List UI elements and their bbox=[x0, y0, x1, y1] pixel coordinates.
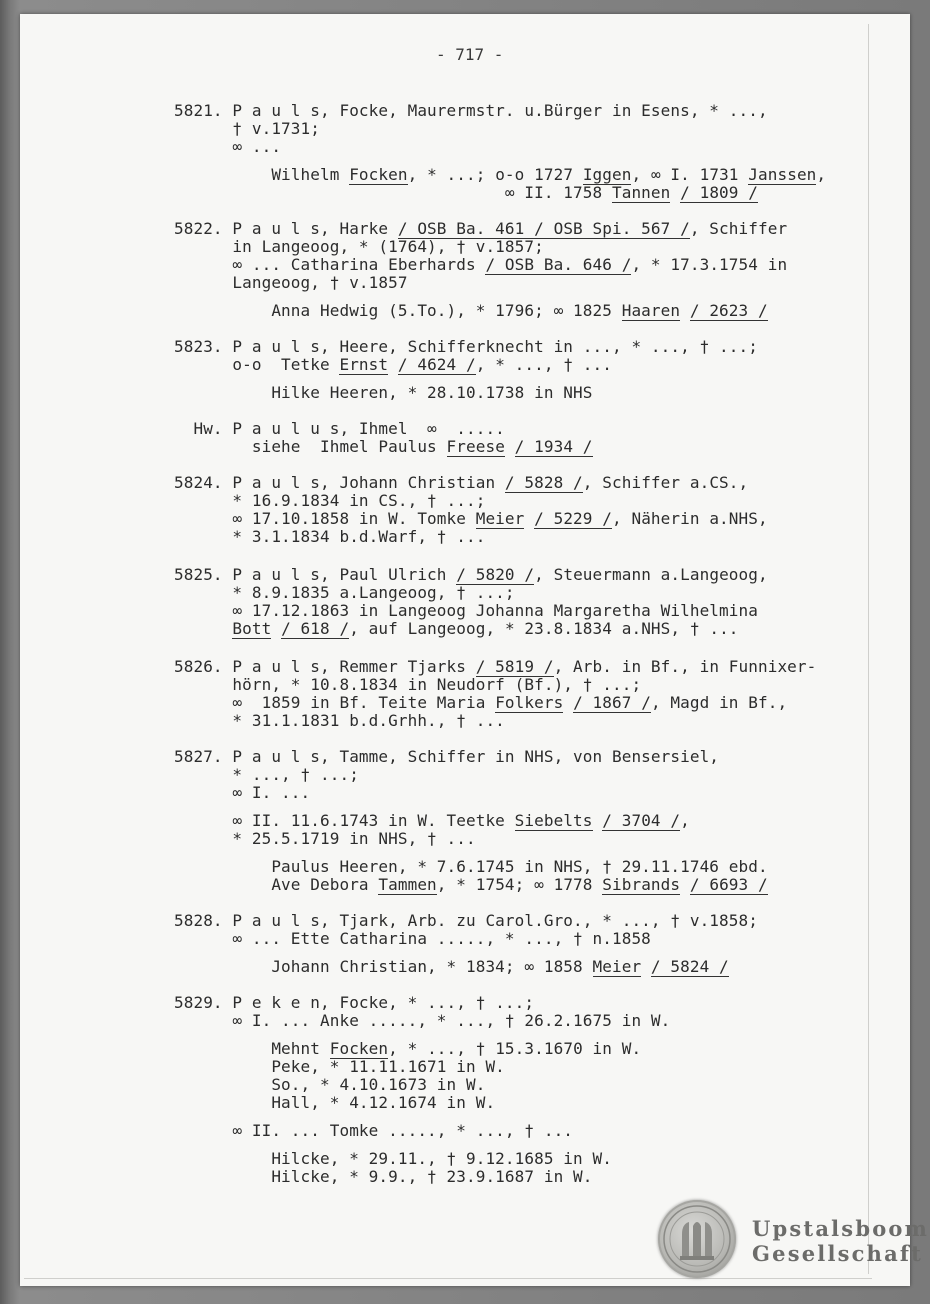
text-segment: , * ..., † 15.3.1670 in W. bbox=[388, 1039, 642, 1058]
text-segment: ∞ I. ... bbox=[174, 783, 311, 802]
text-line bbox=[174, 356, 612, 374]
underlined-reference: / 5819 / bbox=[475, 657, 554, 676]
text-line bbox=[174, 1094, 495, 1112]
text-line bbox=[174, 384, 593, 402]
text-segment: ∞ ... bbox=[174, 137, 282, 156]
text-line bbox=[174, 602, 758, 620]
underlined-reference: / 6693 / bbox=[689, 875, 768, 894]
text-line bbox=[174, 420, 505, 438]
text-segment: , Steuermann a.Langeoog, bbox=[534, 565, 768, 584]
text-line bbox=[174, 474, 748, 492]
underlined-reference: Janssen bbox=[748, 165, 817, 184]
text-line bbox=[174, 1012, 670, 1030]
text-segment: 5823. P a u l s, Heere, Schifferknecht in ..., * ..., † ...; bbox=[174, 337, 758, 356]
underlined-reference: Tannen bbox=[611, 183, 671, 202]
text-line bbox=[174, 510, 768, 528]
underlined-reference: Siebelts bbox=[514, 811, 593, 830]
text-segment: hörn, * 10.8.1834 in Neudorf (Bf.), † ...; bbox=[174, 675, 642, 694]
text-line bbox=[174, 676, 641, 694]
underlined-reference: Meier bbox=[475, 509, 525, 528]
text-line bbox=[174, 912, 758, 930]
text-segment: 5825. P a u l s, Paul Ulrich bbox=[174, 565, 457, 584]
text-line bbox=[174, 812, 690, 830]
text-segment: † v.1731; bbox=[174, 119, 320, 138]
text-segment: Peke, * 11.11.1671 in W. bbox=[174, 1057, 505, 1076]
text-segment: in Langeoog, * (1764), † v.1857; bbox=[174, 237, 544, 256]
text-segment: , Schiffer bbox=[689, 219, 788, 238]
text-line bbox=[174, 528, 485, 546]
text-segment: ∞ ... Catharina Eberhards bbox=[174, 255, 486, 274]
text-segment bbox=[271, 619, 281, 638]
text-line bbox=[174, 338, 758, 356]
underlined-reference: Iggen bbox=[582, 165, 632, 184]
text-line bbox=[174, 1168, 593, 1186]
text-segment: Paulus Heeren, * 7.6.1745 in NHS, † 29.11.1746 ebd. bbox=[174, 857, 768, 876]
underlined-reference: / 1809 / bbox=[680, 183, 758, 202]
text-segment bbox=[388, 355, 398, 374]
text-segment: * 25.5.1719 in NHS, † ... bbox=[174, 829, 476, 848]
text-line bbox=[174, 830, 476, 848]
text-line bbox=[174, 302, 768, 320]
underlined-reference: Freese bbox=[446, 437, 505, 456]
text-segment bbox=[593, 811, 603, 830]
text-line bbox=[174, 256, 787, 274]
underlined-reference: / 5229 / bbox=[534, 509, 612, 528]
text-line bbox=[174, 1058, 505, 1076]
text-line bbox=[174, 994, 534, 1012]
text-segment: Wilhelm bbox=[174, 165, 350, 184]
text-segment: 5827. P a u l s, Tamme, Schiffer in NHS, von Bensersiel, bbox=[174, 747, 720, 766]
text-line bbox=[174, 694, 787, 712]
underlined-reference: / OSB Ba. 461 / OSB Spi. 567 / bbox=[397, 219, 690, 238]
text-segment bbox=[563, 693, 573, 712]
underlined-reference: Sibrands bbox=[602, 875, 681, 894]
underlined-reference: / 3704 / bbox=[602, 811, 681, 830]
text-line bbox=[174, 766, 359, 784]
underlined-reference: / 1867 / bbox=[573, 693, 651, 712]
text-line bbox=[174, 438, 593, 456]
text-segment: Ave Debora bbox=[174, 875, 379, 894]
text-segment: Hall, * 4.12.1674 in W. bbox=[174, 1093, 496, 1112]
text-segment: ∞ II. 1758 bbox=[174, 183, 612, 202]
logo-text-line1: Upstalsboom bbox=[752, 1216, 930, 1241]
text-segment: ∞ II. ... Tomke ....., * ..., † ... bbox=[174, 1121, 574, 1140]
text-line bbox=[174, 238, 544, 256]
text-segment: Hilcke, * 9.9., † 23.9.1687 in W. bbox=[174, 1167, 593, 1186]
text-line bbox=[174, 748, 719, 766]
underlined-reference: / 4624 / bbox=[397, 355, 476, 374]
text-line bbox=[174, 712, 505, 730]
text-segment bbox=[670, 183, 680, 202]
text-segment: 5829. P e k e n, Focke, * ..., † ...; bbox=[174, 993, 535, 1012]
text-segment: Johann Christian, * 1834; ∞ 1858 bbox=[174, 957, 593, 976]
underlined-reference: / 1934 / bbox=[514, 437, 593, 456]
text-line bbox=[174, 166, 826, 184]
text-line bbox=[174, 184, 758, 202]
text-line bbox=[174, 138, 281, 156]
text-segment: ∞ I. ... Anke ....., * ..., † 26.2.1675 in W. bbox=[174, 1011, 671, 1030]
text-segment: * ..., † ...; bbox=[174, 765, 359, 784]
text-segment bbox=[680, 301, 690, 320]
text-line bbox=[174, 658, 816, 676]
underlined-reference: Meier bbox=[592, 957, 642, 976]
underlined-reference: Focken bbox=[349, 165, 408, 184]
text-segment: 5822. P a u l s, Harke bbox=[174, 219, 398, 238]
logo-text-line2: Gesellschaft bbox=[752, 1241, 924, 1266]
text-segment: , ∞ I. 1731 bbox=[631, 165, 749, 184]
text-segment: 5828. P a u l s, Tjark, Arb. zu Carol.Gro., * ..., † v.1858; bbox=[174, 911, 758, 930]
underlined-reference: Folkers bbox=[495, 693, 564, 712]
text-segment: , Näherin a.NHS, bbox=[612, 509, 768, 528]
text-segment: So., * 4.10.1673 in W. bbox=[174, 1075, 486, 1094]
text-segment: siehe Ihmel Paulus bbox=[174, 437, 447, 456]
text-segment: Mehnt bbox=[174, 1039, 330, 1058]
text-segment: Hilke Heeren, * 28.10.1738 in NHS bbox=[174, 383, 593, 402]
text-segment bbox=[174, 619, 232, 638]
text-segment: , Magd in Bf., bbox=[650, 693, 788, 712]
text-line bbox=[174, 1150, 612, 1168]
text-line bbox=[174, 1122, 573, 1140]
text-segment: Langeoog, † v.1857 bbox=[174, 273, 408, 292]
text-segment: * 8.9.1835 a.Langeoog, † ...; bbox=[174, 583, 515, 602]
text-segment: * 16.9.1834 in CS., † ...; bbox=[174, 491, 486, 510]
text-segment: , auf Langeoog, * 23.8.1834 a.NHS, † ... bbox=[349, 619, 739, 638]
underlined-reference: / 5828 / bbox=[504, 473, 583, 492]
text-segment: ∞ ... Ette Catharina ....., * ..., † n.1858 bbox=[174, 929, 651, 948]
publisher-logo bbox=[658, 1200, 930, 1280]
text-segment: Anna Hedwig (5.To.), * 1796; ∞ 1825 bbox=[174, 301, 622, 320]
text-segment: 5826. P a u l s, Remmer Tjarks bbox=[174, 657, 476, 676]
text-segment: 5821. P a u l s, Focke, Maurermstr. u.Bürger in Esens, * ..., bbox=[174, 101, 768, 120]
text-segment: o-o Tetke bbox=[174, 355, 340, 374]
text-line bbox=[174, 584, 515, 602]
underlined-reference: Haaren bbox=[621, 301, 681, 320]
text-segment: Hw. P a u l u s, Ihmel ∞ ..... bbox=[174, 419, 505, 438]
text-line bbox=[174, 876, 768, 894]
text-segment: , * 17.3.1754 in bbox=[631, 255, 788, 274]
text-line bbox=[174, 930, 651, 948]
text-segment bbox=[524, 509, 534, 528]
text-segment: , * ..., † ... bbox=[475, 355, 613, 374]
text-segment: , * 1754; ∞ 1778 bbox=[436, 875, 603, 894]
text-segment: ∞ 1859 in Bf. Teite Maria bbox=[174, 693, 496, 712]
text-line bbox=[174, 220, 787, 238]
page-number: - 717 - bbox=[436, 45, 504, 64]
underlined-reference: Focken bbox=[329, 1039, 389, 1058]
underlined-reference: Ernst bbox=[339, 355, 389, 374]
underlined-reference: Tammen bbox=[378, 875, 437, 894]
text-segment: Hilcke, * 29.11., † 9.12.1685 in W. bbox=[174, 1149, 612, 1168]
text-line bbox=[174, 1076, 485, 1094]
text-segment bbox=[505, 437, 515, 456]
text-segment: , Arb. in Bf., in Funnixer- bbox=[553, 657, 817, 676]
text-segment: , bbox=[816, 165, 827, 184]
text-line bbox=[174, 566, 768, 584]
text-segment bbox=[641, 957, 651, 976]
text-line bbox=[174, 102, 768, 120]
text-segment: , Schiffer a.CS., bbox=[582, 473, 749, 492]
text-segment: ∞ 17.12.1863 in Langeoog Johanna Margaretha Wilhelmina bbox=[174, 601, 758, 620]
seal-icon bbox=[658, 1200, 736, 1278]
page-edge-line bbox=[868, 24, 869, 1274]
underlined-reference: / 5820 / bbox=[456, 565, 535, 584]
text-segment: ∞ II. 11.6.1743 in W. Teetke bbox=[174, 811, 515, 830]
underlined-reference: / OSB Ba. 646 / bbox=[485, 255, 632, 274]
text-segment: , bbox=[680, 811, 690, 830]
text-line bbox=[174, 620, 739, 638]
text-line bbox=[174, 492, 485, 510]
text-segment: ∞ 17.10.1858 in W. Tomke bbox=[174, 509, 476, 528]
text-segment: 5824. P a u l s, Johann Christian bbox=[174, 473, 505, 492]
underlined-reference: / 2623 / bbox=[689, 301, 768, 320]
text-line bbox=[174, 120, 320, 138]
text-segment bbox=[680, 875, 690, 894]
text-line bbox=[174, 784, 310, 802]
text-line bbox=[174, 274, 408, 292]
text-segment: , * ...; o-o 1727 bbox=[407, 165, 583, 184]
underlined-reference: / 618 / bbox=[281, 619, 350, 638]
text-segment: * 3.1.1834 b.d.Warf, † ... bbox=[174, 527, 486, 546]
text-line bbox=[174, 1040, 641, 1058]
text-line bbox=[174, 858, 768, 876]
underlined-reference: / 5824 / bbox=[650, 957, 729, 976]
text-line bbox=[174, 958, 729, 976]
underlined-reference: Bott bbox=[232, 619, 272, 638]
text-segment: * 31.1.1831 b.d.Grhh., † ... bbox=[174, 711, 505, 730]
